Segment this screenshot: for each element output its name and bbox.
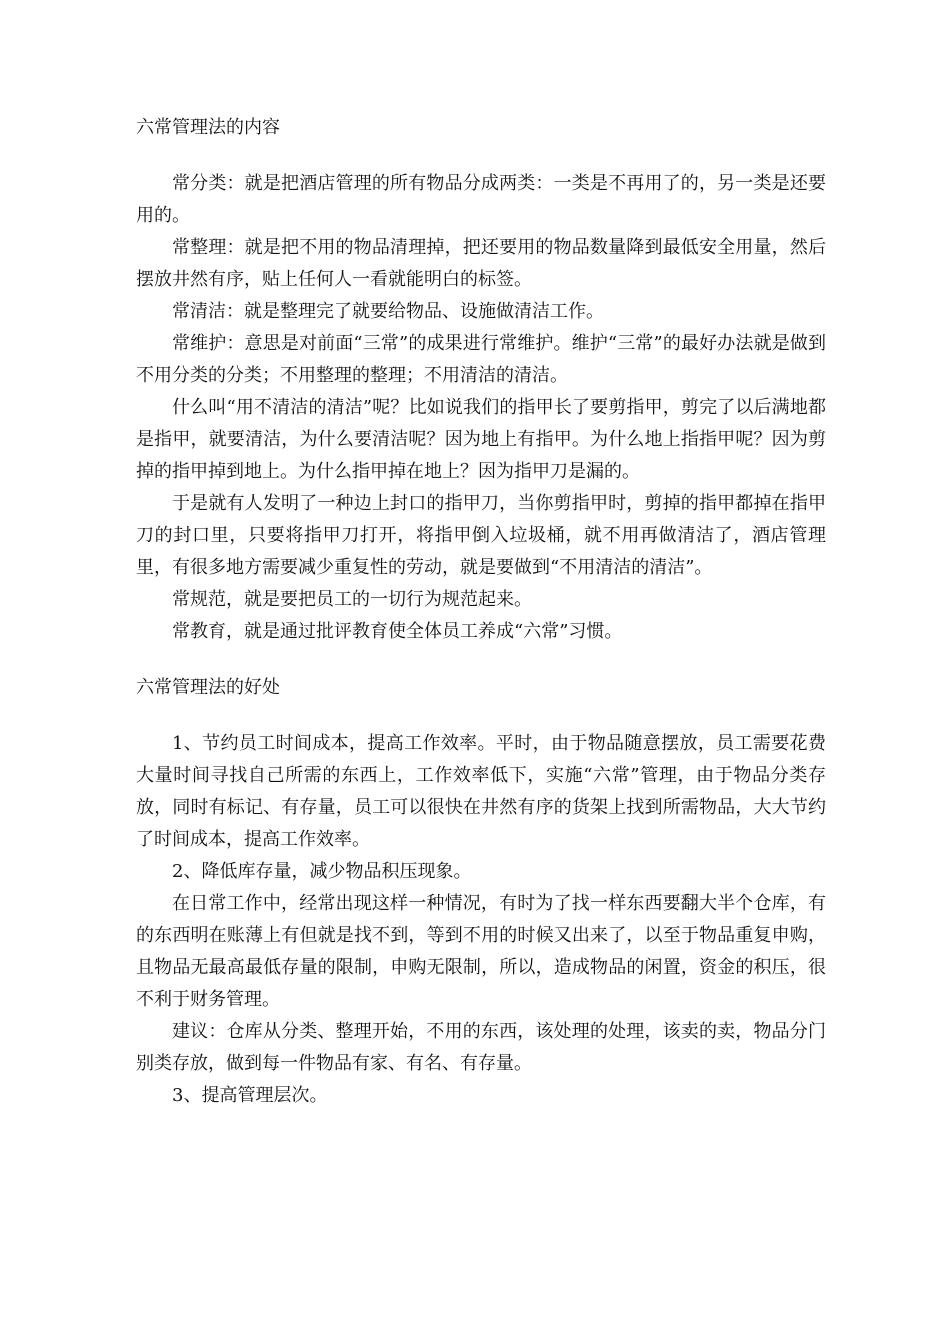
paragraph-benefit-3: 3、提高管理层次。 [172,1085,328,1106]
paragraph-clean: 常清洁：就是整理完了就要给物品、设施做清洁工作。 [172,301,604,322]
paragraph-organize: 常整理：就是把不用的物品清理掉，把还要用的物品数量降到最低安全用量，然后摆放井然有序，贴上任何人一看就能明白的标签。 [136,237,826,290]
paragraph-standardize: 常规范，就是要把员工的一切行为规范起来。 [172,589,532,610]
paragraph-nail-example: 什么叫“用不清洁的清洁”呢？比如说我们的指甲长了要剪指甲，剪完了以后满地都是指甲，就要清洁，为什么要清洁呢？因为地上有指甲。为什么地上指指甲呢？因为剪掉的指甲掉到地上。为什么指甲掉在地上？因为指甲刀是漏的。 [136,397,826,482]
paragraph-nail-clipper: 于是就有人发明了一种边上封口的指甲刀，当你剪指甲时，剪掉的指甲都掉在指甲刀的封口里，只要将指甲刀打开，将指甲倒入垃圾桶，就不用再做清洁了，酒店管理里，有很多地方需要减少重复性的劳动，就是要做到“不用清洁的清洁”。 [136,493,826,578]
paragraph-classify: 常分类：就是把酒店管理的所有物品分成两类：一类是不再用了的，另一类是还要用的。 [136,173,826,226]
paragraph-benefit-2: 2、降低库存量，减少物品积压现象。 [172,861,472,882]
section-title-benefits: 六常管理法的好处 [136,677,280,698]
paragraph-suggestion: 建议：仓库从分类、整理开始，不用的东西，该处理的处理，该卖的卖，物品分门别类存放，做到每一件物品有家、有名、有存量。 [136,1021,826,1074]
section-gap [136,648,826,672]
document-body [136,112,826,1112]
paragraph-educate: 常教育，就是通过批评教育使全体员工养成“六常”习惯。 [172,621,623,642]
paragraph-benefit-1: 1、节约员工时间成本，提高工作效率。平时，由于物品随意摆放，员工需要花费大量时间寻找自己所需的东西上，工作效率低下，实施“六常”管理，由于物品分类存放，同时有标记、有存量，员工可以很快在井然有序的货架上找到所需物品，大大节约了时间成本，提高工作效率。 [136,733,826,850]
paragraph-benefit-2-detail: 在日常工作中，经常出现这样一种情况，有时为了找一样东西要翻大半个仓库，有的东西明在账薄上有但就是找不到，等到不用的时候又出来了，以至于物品重复申购，且物品无最高最低存量的限制，申购无限制，所以，造成物品的闲置，资金的积压，很不利于财务管理。 [136,893,826,1010]
paragraph-maintain: 常维护：意思是对前面“三常”的成果进行常维护。维护“三常”的最好办法就是做到不用分类的分类；不用整理的整理；不用清洁的清洁。 [136,333,826,386]
section-title-content: 六常管理法的内容 [136,117,280,138]
